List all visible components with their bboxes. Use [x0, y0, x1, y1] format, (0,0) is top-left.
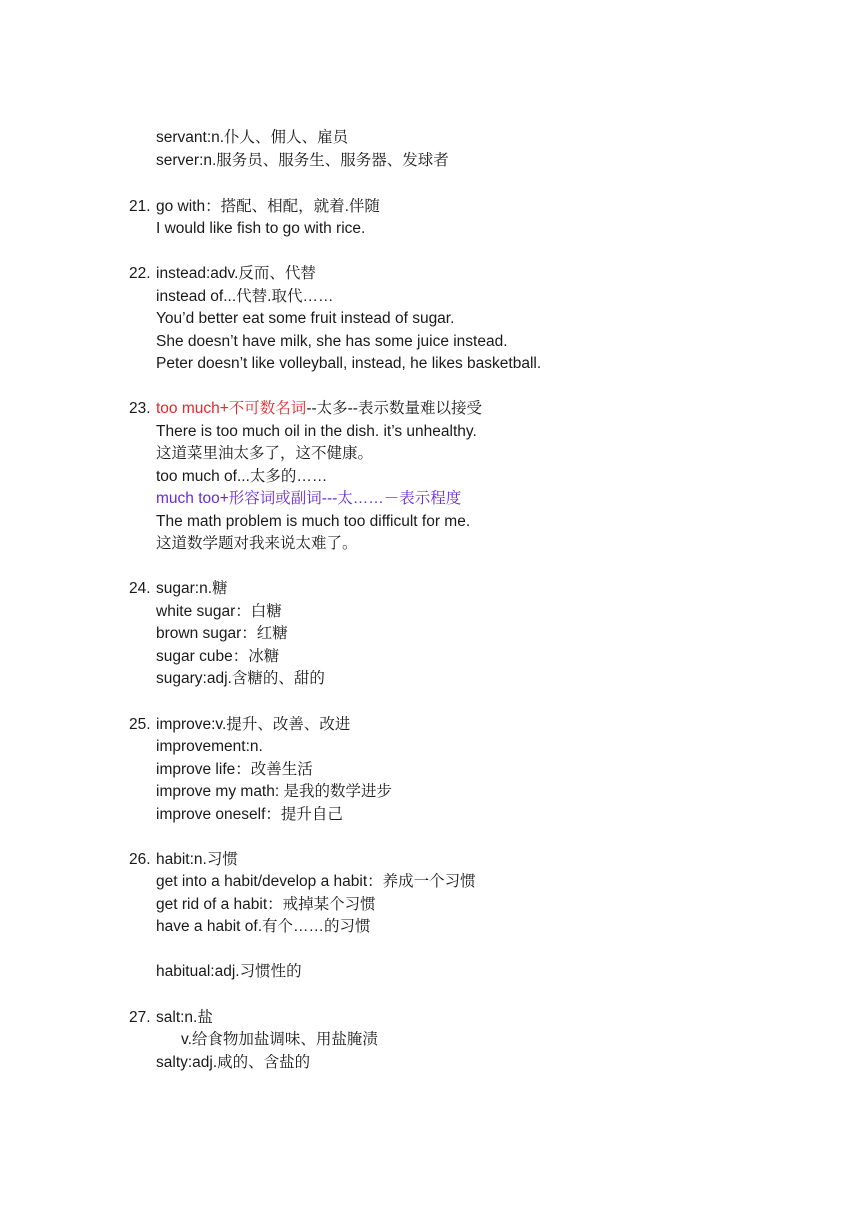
entry-habit: habit:n.习惯: [156, 851, 238, 868]
entry-too-much-of: too much of...太多的……: [156, 468, 328, 485]
translation-too-much: 这道菜里油太多了，这不健康。: [156, 445, 374, 462]
entry-improve: improve:v.提升、改善、改进: [156, 716, 351, 733]
entry-sugar: sugar:n.糖: [156, 580, 228, 597]
example-much-too: The math problem is much too difficult for me.: [156, 513, 471, 530]
entry-instead-of: instead of...代替.取代……: [156, 288, 334, 305]
entry-servant: servant:n.仆人、佣人、雇员: [156, 129, 349, 146]
example-instead-3: Peter doesn’t like volleyball, instead, he likes basketball.: [156, 355, 542, 372]
entry-improve-life: improve life：改善生活: [156, 761, 313, 778]
item-number-21: 21.: [129, 198, 151, 215]
entry-get-into-habit: get into a habit/develop a habit：养成一个习惯: [156, 873, 476, 890]
entry-sugar-cube: sugar cube：冰糖: [156, 648, 280, 665]
entry-salt-verb: v.给食物加盐调味、用盐腌渍: [181, 1031, 378, 1048]
item-number-22: 22.: [129, 265, 151, 282]
item-number-26: 26.: [129, 851, 151, 868]
entry-improve-math: improve my math: 是我的数学进步: [156, 783, 392, 800]
entry-get-rid-habit: get rid of a habit：戒掉某个习惯: [156, 896, 376, 913]
entry-server: server:n.服务员、服务生、服务器、发球者: [156, 152, 449, 169]
entry-improvement: improvement:n.: [156, 738, 263, 755]
translation-much-too: 这道数学题对我来说太难了。: [156, 535, 358, 552]
entry-have-habit: have a habit of.有个……的习惯: [156, 918, 371, 935]
entry-go-with: go with：搭配、相配，就着.伴随: [156, 198, 380, 215]
entry-sugary: sugary:adj.含糖的、甜的: [156, 670, 325, 687]
item-number-25: 25.: [129, 716, 151, 733]
entry-white-sugar: white sugar：白糖: [156, 603, 282, 620]
too-much-meaning: --太多--表示数量难以接受: [306, 400, 482, 417]
entry-salt: salt:n.盐: [156, 1009, 213, 1026]
too-much-highlight: too much+不可数名词: [156, 400, 307, 417]
example-instead-2: She doesn’t have milk, she has some juice instead.: [156, 333, 508, 350]
example-instead-1: You’d better eat some fruit instead of sugar.: [156, 310, 455, 327]
item-number-24: 24.: [129, 580, 151, 597]
example-too-much: There is too much oil in the dish. it’s unhealthy.: [156, 423, 477, 440]
entry-too-much: [156, 398, 482, 420]
entry-instead: instead:adv.反而、代替: [156, 265, 316, 282]
entry-brown-sugar: brown sugar：红糖: [156, 625, 288, 642]
entry-salty: salty:adj.咸的、含盐的: [156, 1054, 311, 1071]
item-number-27: 27.: [129, 1009, 151, 1026]
entry-habitual: habitual:adj.习惯性的: [156, 963, 302, 980]
entry-much-too: much too+形容词或副词---太……－表示程度: [156, 490, 462, 507]
example-go-with: I would like fish to go with rice.: [156, 220, 366, 237]
item-number-23: 23.: [129, 400, 151, 417]
entry-improve-oneself: improve oneself：提升自己: [156, 806, 343, 823]
